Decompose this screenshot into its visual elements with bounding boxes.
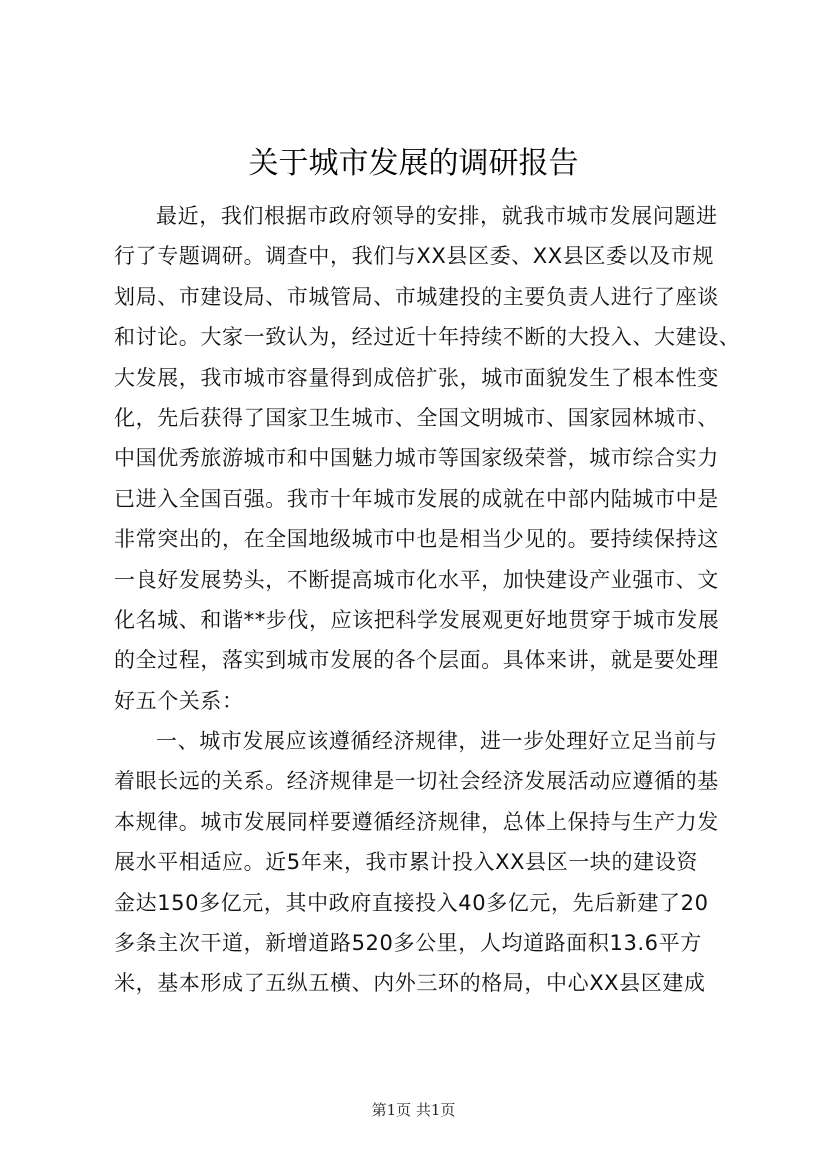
- body-line: 划局、市建设局、市城管局、市城建投的主要负责人进行了座谈: [114, 284, 719, 309]
- body-line: 着眼长远的关系。经济规律是一切社会经济发展活动应遵循的基: [114, 769, 719, 794]
- body-line: 一、城市发展应该遵循经济规律，进一步处理好立足当前与: [156, 729, 718, 754]
- body-line: 非常突出的，在全国地级城市中也是相当少见的。要持续保持这: [114, 527, 719, 552]
- body-line: 最近，我们根据市政府领导的安排，就我市城市发展问题进: [156, 204, 718, 228]
- body-line: 米，基本形成了五纵五横、内外三环的格局，中心XX县区建成: [114, 971, 706, 996]
- body-line: 好五个关系：: [114, 688, 244, 713]
- body-line: 本规律。城市发展同样要遵循经济规律，总体上保持与生产力发: [114, 809, 719, 834]
- document-title: 关于城市发展的调研报告: [248, 146, 579, 181]
- body-line: 一良好发展势头，不断提高城市化水平，加快建设产业强市、文: [114, 567, 719, 592]
- body-line: 多条主次干道，新增道路520多公里，人均道路面积13.6平方: [114, 931, 702, 956]
- page-number-footer: 第1页 共1页: [371, 1101, 456, 1119]
- body-line: 展水平相适应。近5年来，我市累计投入XX县区一块的建设资: [114, 850, 698, 875]
- body-line: 化名城、和谐**步伐，应该把科学发展观更好地贯穿于城市发展: [114, 607, 720, 632]
- body-line: 大发展，我市城市容量得到成倍扩张，城市面貌发生了根本性变: [114, 365, 719, 390]
- document-body: [114, 196, 741, 1004]
- body-line: 化，先后获得了国家卫生城市、全国文明城市、国家园林城市、: [114, 405, 719, 430]
- body-line: 的全过程，落实到城市发展的各个层面。具体来讲，就是要处理: [114, 648, 719, 673]
- body-line: 行了专题调研。调查中，我们与XX县区委、XX县区委以及市规: [114, 244, 714, 269]
- body-line: 中国优秀旅游城市和中国魅力城市等国家级荣誉，城市综合实力: [114, 446, 719, 471]
- body-line: 金达150多亿元，其中政府直接投入40多亿元，先后新建了20: [114, 890, 709, 915]
- body-line: 已进入全国百强。我市十年城市发展的成就在中部内陆城市中是: [114, 486, 719, 511]
- body-line: 和讨论。大家一致认为，经过近十年持续不断的大投入、大建设、: [114, 325, 741, 350]
